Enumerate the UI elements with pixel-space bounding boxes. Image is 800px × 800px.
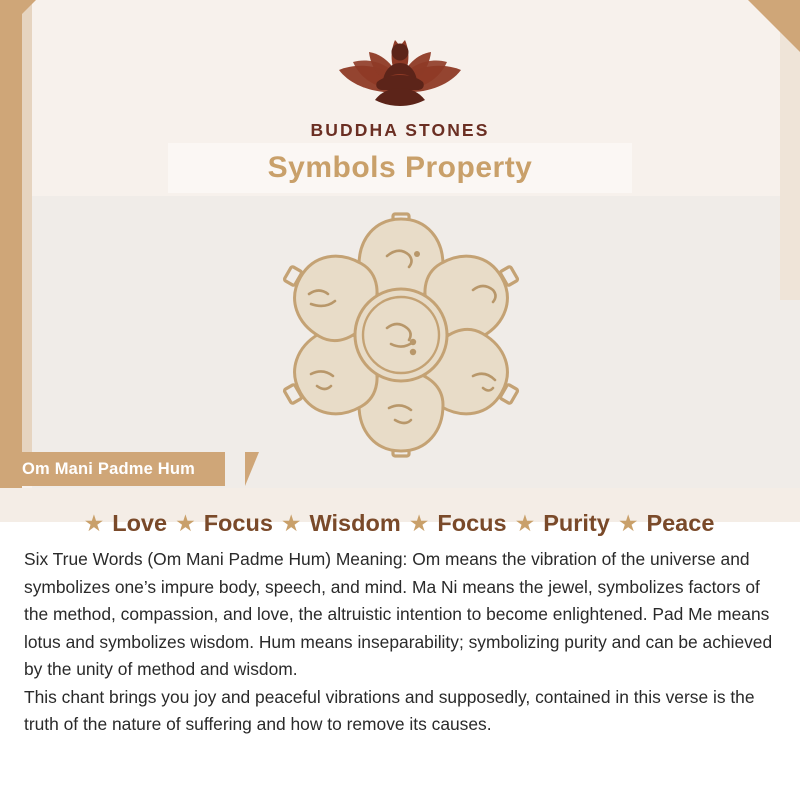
star-icon: ★ <box>408 510 430 536</box>
brand-logo <box>0 14 800 141</box>
keyword-focus-1: Focus <box>203 510 273 536</box>
ribbon-label-text: Om Mani Padme Hum <box>22 459 196 478</box>
keyword-peace: Peace <box>646 510 715 536</box>
star-icon: ★ <box>175 510 196 536</box>
page-title: Symbols Property <box>267 151 533 184</box>
keyword-focus-2: Focus <box>437 510 507 536</box>
description-paragraph-2: This chant brings you joy and peaceful vibrations and supposedly, contained in this verse is the truth of the nature of suffering and how to remove its causes. <box>24 686 755 734</box>
star-icon: ★ <box>617 510 639 536</box>
section-title-bar <box>168 143 632 193</box>
star-icon: ★ <box>280 510 302 536</box>
description-paragraph-1: Six True Words (Om Mani Padme Hum) Meaning: Om means the vibration of the universe and symbolizes one’s impure body, speech, and mind. Ma Ni means the jewel, symbolizes factors of the method, compassion, and love, the altruistic intention to become enlightened. Pad Me means lotus and symbolizes wisdom. Hum means inseparability; symbolizing purity and can be achieved by the unity of method and wisdom. <box>24 549 773 679</box>
keyword-love: Love <box>112 510 168 536</box>
description-block <box>24 546 780 739</box>
keyword-wisdom: Wisdom <box>309 510 401 536</box>
om-mani-padme-hum-lotus-mandala-icon <box>235 210 565 460</box>
brand-name: BUDDHA STONES <box>310 120 490 140</box>
keyword-list <box>0 510 800 537</box>
keyword-purity: Purity <box>543 510 610 536</box>
ribbon-notch <box>245 452 259 486</box>
ribbon-label <box>0 452 225 486</box>
star-icon: ★ <box>83 510 105 536</box>
lotus-meditation-figure-icon <box>305 14 495 118</box>
star-icon: ★ <box>514 510 536 536</box>
